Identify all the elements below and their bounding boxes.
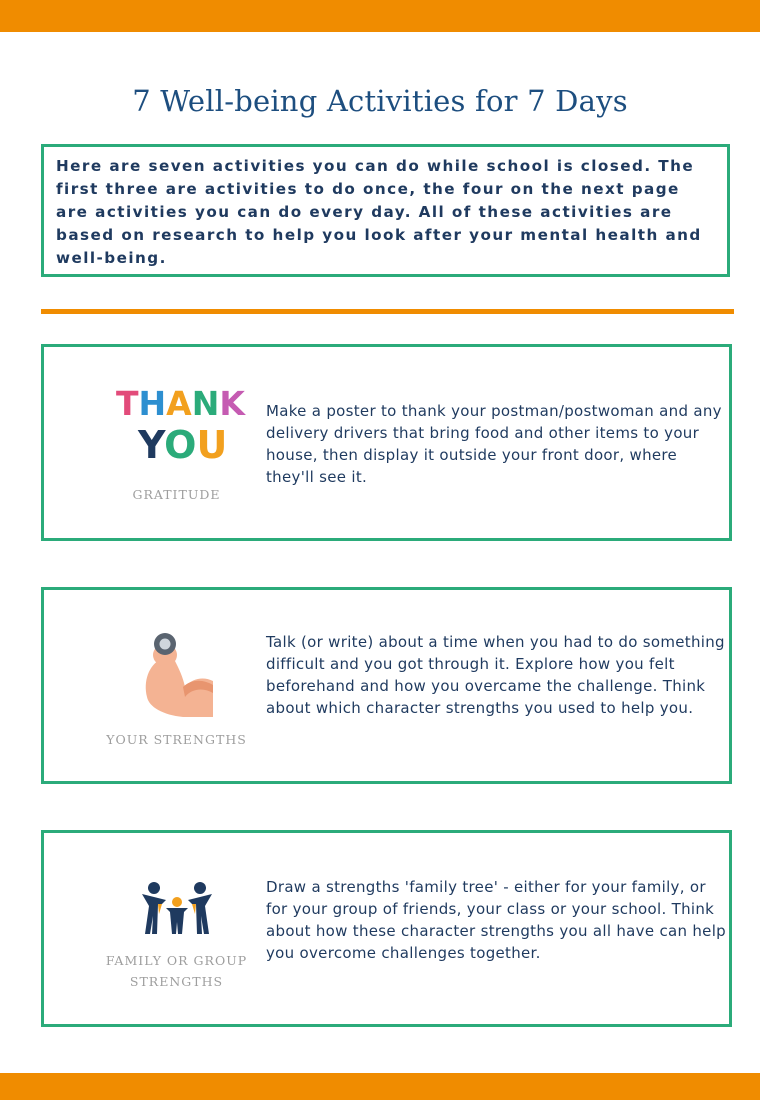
thank-you-lettering-icon [114, 381, 245, 467]
bottom-accent-bar [0, 1073, 760, 1100]
activity-card-family-strengths [41, 830, 732, 1027]
category-label-line2: STRENGTHS [129, 974, 224, 989]
activity-description: Talk (or write) about a time when you had to do something difficult and you got through it. Explore how you felt beforehand and how you overcame the challenge. Think about which character strengths you used to help you. [266, 633, 725, 717]
category-label-gratitude: GRATITUDE [132, 487, 221, 502]
section-divider [41, 309, 734, 314]
category-label-line1: FAMILY OR GROUP [105, 953, 248, 968]
flexed-arm-dumbbell-icon [139, 631, 219, 721]
top-accent-bar [0, 0, 760, 32]
activity-card-your-strengths [41, 587, 732, 784]
family-figures-icon [140, 880, 214, 938]
intro-text: Here are seven activities you can do while school is closed. The first three are activities to do once, the four on the next page are activities you can do every day. All of these activities are based on research to help you look after your mental health and well-being. [56, 157, 702, 267]
activity-description: Make a poster to thank your postman/postwoman and any delivery drivers that bring food and other items to your house, then display it outside your front door, where they'll see it. [266, 402, 722, 486]
category-label-your-strengths: YOUR STRENGTHS [106, 732, 247, 747]
you-letters: YOU [138, 423, 228, 467]
intro-box [41, 144, 730, 277]
page-title: 7 Well-being Activities for 7 Days [132, 84, 628, 118]
activity-card-gratitude [41, 344, 732, 541]
category-label-family-strengths [94, 950, 259, 992]
activity-description: Draw a strengths 'family tree' - either for your family, or for your group of friends, your class or your school. Think about how these character strengths you all have can help you overcome challenges together. [266, 878, 726, 962]
thank-letters: THANK [116, 384, 245, 423]
